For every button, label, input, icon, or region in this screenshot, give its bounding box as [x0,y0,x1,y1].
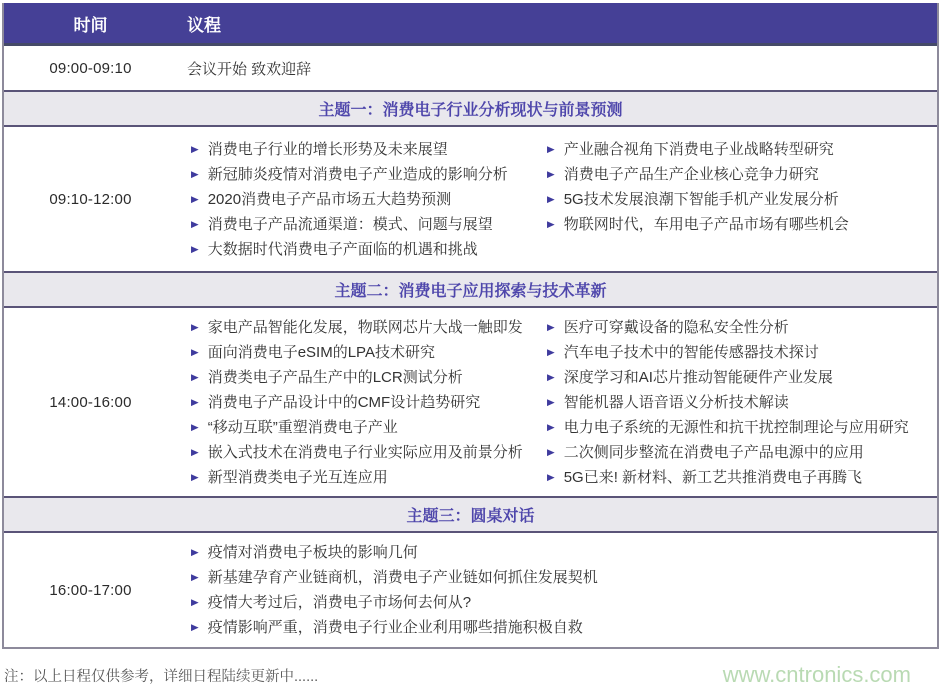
agenda-item-text: 消费类电子产品生产中的LCR测试分析 [207,368,463,386]
session-1-title: 主题一：消费电子行业分析现状与前景预测 [4,90,937,127]
agenda-item-text: 2020消费电子产品市场五大趋势预测 [207,190,452,208]
agenda-item-text: 消费电子产品设计中的CMF设计趋势研究 [207,393,481,411]
triangle-bullet-icon: ▶ [191,622,199,633]
agenda-item [547,415,937,440]
triangle-bullet-icon: ▶ [191,547,199,558]
agenda-item [191,212,547,237]
agenda-column-header: 议程 [187,15,221,35]
triangle-bullet-icon: ▶ [191,347,199,357]
agenda-item [191,390,547,415]
triangle-bullet-icon: ▶ [191,194,199,204]
agenda-item [191,565,598,590]
session-2-row [4,308,937,496]
opening-row [4,46,937,90]
triangle-bullet-icon: ▶ [191,144,199,154]
triangle-bullet-icon: ▶ [191,472,199,482]
agenda-item [191,440,547,465]
agenda-item [547,162,937,187]
triangle-bullet-icon: ▶ [547,397,555,407]
session-1-right-list [547,137,937,262]
agenda-item-text: 5G技术发展浪潮下智能手机产业发展分析 [563,190,839,208]
opening-time: 09:00-09:10 [49,59,132,77]
triangle-bullet-icon: ▶ [191,447,199,457]
agenda-item-text: “移动互联”重塑消费电子产业 [207,418,398,436]
agenda-item-text: 二次侧同步整流在消费电子产品电源中的应用 [563,443,864,461]
agenda-item [191,137,547,162]
triangle-bullet-icon: ▶ [547,194,555,204]
agenda-item-text: 消费电子产品生产企业核心竞争力研究 [563,165,819,183]
session-2-right-list [547,315,937,490]
triangle-bullet-icon: ▶ [547,322,555,332]
session-1-time: 09:10-12:00 [49,190,132,208]
agenda-item-text: 产业融合视角下消费电子业战略转型研究 [563,140,834,158]
agenda-item-text: 消费电子产品流通渠道：模式、问题与展望 [207,215,493,233]
agenda-item [547,390,937,415]
agenda-item [547,440,937,465]
session-2-left-list [177,315,547,490]
agenda-item [547,212,937,237]
footer [2,662,939,688]
triangle-bullet-icon: ▶ [547,144,555,154]
agenda-item-text: 新型消费类电子光互连应用 [207,468,388,486]
agenda-item-text: 电力电子系统的无源性和抗干扰控制理论与应用研究 [563,418,909,436]
agenda-item [547,187,937,212]
triangle-bullet-icon: ▶ [191,572,199,583]
session-2-time: 14:00-16:00 [49,393,132,411]
agenda-item-text: 疫情对消费电子板块的影响几何 [207,544,418,561]
agenda-item [191,540,598,565]
agenda-item [191,187,547,212]
session-1-row [4,127,937,271]
triangle-bullet-icon: ▶ [547,169,555,179]
session-3-title: 主题三：圆桌对话 [4,496,937,533]
triangle-bullet-icon: ▶ [191,597,199,608]
session-3-row [4,533,937,647]
session-3-list [177,540,598,640]
agenda-item-text: 家电产品智能化发展，物联网芯片大战一触即发 [207,318,523,336]
session-3-time: 16:00-17:00 [49,581,132,599]
agenda-item-text: 疫情大考过后，消费电子市场何去何从? [207,594,472,611]
agenda-item [547,465,937,490]
agenda-item-text: 医疗可穿戴设备的隐私安全性分析 [563,318,789,336]
triangle-bullet-icon: ▶ [547,422,555,432]
agenda-item-text: 面向消费电子eSIM的LPA技术研究 [207,343,435,361]
triangle-bullet-icon: ▶ [191,169,199,179]
watermark-link[interactable]: www.cntronics.com [722,662,911,687]
agenda-item [191,615,598,640]
agenda-item-text: 新冠肺炎疫情对消费电子产业造成的影响分析 [207,165,508,183]
triangle-bullet-icon: ▶ [547,472,555,482]
footer-note: 注：以上日程仅供参考，详细日程陆续更新中...... [4,668,319,685]
agenda-item-text: 物联网时代，车用电子产品市场有哪些机会 [563,215,849,233]
triangle-bullet-icon: ▶ [547,447,555,457]
triangle-bullet-icon: ▶ [191,397,199,407]
agenda-item-text: 嵌入式技术在消费电子行业实际应用及前景分析 [207,443,523,461]
agenda-item [547,315,937,340]
agenda-item-text: 5G已来! 新材料、新工艺共推消费电子再腾飞 [563,468,863,486]
agenda-item-text: 汽车电子技术中的智能传感器技术探讨 [563,343,819,361]
triangle-bullet-icon: ▶ [547,372,555,382]
agenda-item-text: 深度学习和AI芯片推动智能硬件产业发展 [563,368,833,386]
agenda-item [191,415,547,440]
agenda-item-text: 智能机器人语音语义分析技术解读 [563,393,789,411]
time-column-header: 时间 [73,15,108,35]
agenda-item-text: 新基建孕育产业链商机，消费电子产业链如何抓住发展契机 [207,569,598,586]
agenda-table [2,3,939,649]
agenda-item [191,590,598,615]
triangle-bullet-icon: ▶ [547,347,555,357]
agenda-item [191,465,547,490]
session-2-title: 主题二：消费电子应用探索与技术革新 [4,271,937,308]
triangle-bullet-icon: ▶ [191,219,199,229]
agenda-item [191,162,547,187]
triangle-bullet-icon: ▶ [191,422,199,432]
agenda-item [191,237,547,262]
agenda-item [547,365,937,390]
triangle-bullet-icon: ▶ [191,244,199,254]
opening-text: 会议开始 致欢迎辞 [187,60,312,78]
agenda-item [191,365,547,390]
agenda-item-text: 疫情影响严重，消费电子行业企业利用哪些措施积极自救 [207,619,583,636]
agenda-item-text: 消费电子行业的增长形势及未来展望 [207,140,448,158]
agenda-item [547,137,937,162]
agenda-item [547,340,937,365]
agenda-item [191,340,547,365]
triangle-bullet-icon: ▶ [191,322,199,332]
agenda-item [191,315,547,340]
session-1-left-list [177,137,547,262]
agenda-item-text: 大数据时代消费电子产面临的机遇和挑战 [207,240,478,258]
triangle-bullet-icon: ▶ [191,372,199,382]
table-header [4,3,937,46]
triangle-bullet-icon: ▶ [547,219,555,229]
